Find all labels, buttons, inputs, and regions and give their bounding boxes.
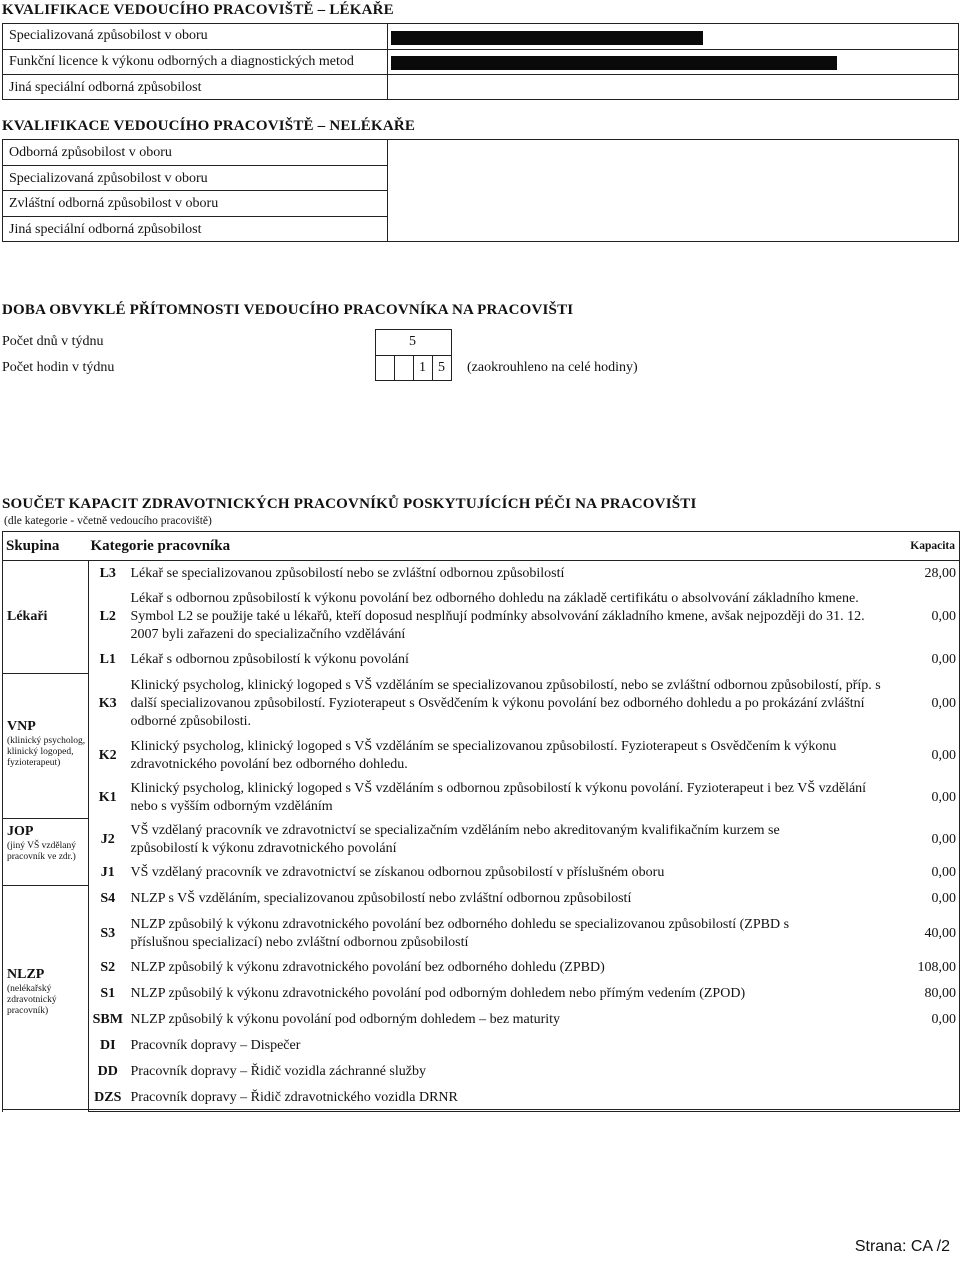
capacity-table xyxy=(2,531,960,1112)
nelekare-row-label: Odborná způsobilost v oboru xyxy=(9,145,172,160)
group-vnp xyxy=(3,674,89,819)
category-desc: VŠ vzdělaný pracovník ve zdravotnictví se specializačním vzděláním nebo akreditovaným kvalifikačním kurzem se způsobilostí k výkonu zdravotnického povolání xyxy=(130,822,780,856)
lekare-row-label: Jiná speciální odborná způsobilost xyxy=(9,80,202,95)
hours-digit: 1 xyxy=(419,360,426,375)
category-desc: Lékař se specializovanou způsobilostí nebo se zvláštní odbornou způsobilostí xyxy=(130,565,565,581)
group-subtitle: (nelékařský zdravotnický pracovník) xyxy=(7,984,57,1016)
group-jop xyxy=(3,819,89,886)
category-code: L2 xyxy=(99,608,116,624)
category-code: K1 xyxy=(98,789,117,805)
group-name: Lékaři xyxy=(7,609,48,624)
category-desc: Lékař s odbornou způsobilostí k výkonu povolání bez odborného dohledu na základě certifikátu o absolvování základního kmene. Symbol L2 se použije také u lékařů, kteří doposud nesplňují podmínky absolvování základního kmene, avšak nejpozději do 31. 12. 2007 byli zařazeni do specializačního vzdělávání xyxy=(130,590,865,642)
group-nlzp xyxy=(3,886,89,1112)
category-desc: NLZP způsobilý k výkonu zdravotnického povolání bez odborného dohledu (ZPBD) xyxy=(130,959,605,975)
col-header-group: Skupina xyxy=(3,532,89,561)
category-desc: Lékař s odbornou způsobilostí k výkonu povolání xyxy=(130,652,409,667)
lekare-table xyxy=(2,23,959,100)
capacity-subtitle: (dle kategorie - včetně vedoucího pracoviště) xyxy=(4,515,212,527)
capacity-value: 80,00 xyxy=(924,985,957,1001)
nelekare-row-label: Zvláštní odborná způsobilost v oboru xyxy=(9,196,219,211)
table-bottom-border xyxy=(2,1109,960,1110)
category-code: J1 xyxy=(100,865,115,880)
category-code: DD xyxy=(97,1063,118,1079)
lekare-row-label: Funkční licence k výkonu odborných a diagnostických metod xyxy=(9,54,354,69)
section-title-presence: DOBA OBVYKLÉ PŘÍTOMNOSTI VEDOUCÍHO PRACOVNÍKA NA PRACOVIŠTI xyxy=(2,302,574,318)
group-subtitle: (klinický psycholog, klinický logoped, fyzioterapeut) xyxy=(7,736,86,768)
capacity-value: 0,00 xyxy=(931,747,957,763)
category-desc: NLZP způsobilý k výkonu povolání pod odborným dohledem – bez maturity xyxy=(130,1011,561,1027)
category-desc: Pracovník dopravy – Řidič zdravotnického vozidla DRNR xyxy=(127,1085,887,1112)
lekare-row-label: Specializovaná způsobilost v oboru xyxy=(9,28,208,43)
page-number: Strana: CA /2 xyxy=(854,1238,950,1255)
capacity-value: 0,00 xyxy=(931,608,957,624)
category-code: DI xyxy=(99,1037,116,1053)
days-field[interactable] xyxy=(375,329,452,355)
group-name: JOP xyxy=(7,824,34,839)
capacity-value: 40,00 xyxy=(924,925,957,941)
capacity-value: 0,00 xyxy=(931,696,957,711)
section-title-nelekare: KVALIFIKACE VEDOUCÍHO PRACOVIŠTĚ – NELÉKAŘE xyxy=(2,118,416,134)
group-subtitle: (jiný VŠ vzdělaný pracovník ve zdr.) xyxy=(7,841,76,862)
capacity-value: 28,00 xyxy=(924,565,957,581)
nelekare-table xyxy=(2,139,959,242)
capacity-value: 0,00 xyxy=(931,1011,957,1027)
capacity-value: 0,00 xyxy=(931,865,957,880)
category-code: S2 xyxy=(100,959,116,975)
days-label: Počet dnů v týdnu xyxy=(2,334,104,349)
category-code: S3 xyxy=(100,925,116,941)
nelekare-row-label: Jiná speciální odborná způsobilost xyxy=(9,222,202,237)
group-name: VNP xyxy=(7,719,36,734)
category-desc: Pracovník dopravy – Řidič vozidla záchranné služby xyxy=(130,1063,426,1079)
category-desc: Pracovník dopravy – Dispečer xyxy=(130,1037,301,1053)
category-code: L3 xyxy=(99,565,116,581)
capacity-value: 0,00 xyxy=(931,891,957,906)
category-code: L1 xyxy=(99,652,116,667)
capacity-value xyxy=(887,1059,960,1085)
capacity-value xyxy=(887,1033,960,1059)
group-name: NLZP xyxy=(7,967,45,982)
capacity-value: 0,00 xyxy=(931,789,957,805)
category-desc: VŠ vzdělaný pracovník ve zdravotnictví se získanou odbornou způsobilostí v příslušném oboru xyxy=(130,865,665,880)
nelekare-row-label: Specializovaná způsobilost v oboru xyxy=(9,171,208,186)
category-desc: NLZP způsobilý k výkonu zdravotnického povolání bez odborného dohledu se specializovanou způsobilostí (ZPBD s příslušnou specializací) nebo zvláštní odbornou způsobilostí xyxy=(130,916,790,950)
hours-label: Počet hodin v týdnu xyxy=(2,360,115,375)
redacted-value xyxy=(391,56,837,70)
category-code: K2 xyxy=(98,747,117,763)
category-desc: Klinický psycholog, klinický logoped s VŠ vzděláním s odbornou způsobilostí k výkonu povolání. Fyzioterapeut i bez VŠ vzdělání nebo s vyšším odborným vzděláním xyxy=(130,780,867,814)
redacted-value xyxy=(391,31,703,45)
category-code: DZS xyxy=(89,1085,127,1112)
group-lekari xyxy=(3,561,89,674)
category-code: K3 xyxy=(98,696,117,711)
category-code: J2 xyxy=(100,831,115,847)
category-desc: Klinický psycholog, klinický logoped s VŠ vzděláním se specializovanou způsobilostí. Fyzioterapeut s Osvědčením k výkonu zdravotnického povolání bez odborného dohledu. xyxy=(130,738,837,772)
days-value: 5 xyxy=(409,334,416,349)
category-desc: NLZP s VŠ vzděláním, specializovanou způsobilostí nebo zvláštní odbornou způsobilostí xyxy=(130,891,632,906)
section-title-capacity: SOUČET KAPACIT ZDRAVOTNICKÝCH PRACOVNÍKŮ POSKYTUJÍCÍCH PÉČI NA PRACOVIŠTI xyxy=(2,496,697,512)
col-header-category: Kategorie pracovníka xyxy=(89,532,887,561)
category-desc: NLZP způsobilý k výkonu zdravotnického povolání pod odborným dohledem nebo přímým vedením (ZPOD) xyxy=(130,985,746,1001)
capacity-value: 0,00 xyxy=(931,831,957,847)
category-code: S1 xyxy=(100,985,116,1001)
category-code: S4 xyxy=(100,891,116,906)
hours-digit: 5 xyxy=(438,360,445,375)
category-code: SBM xyxy=(92,1011,123,1027)
category-desc: Klinický psycholog, klinický logoped s VŠ vzděláním se specializovanou způsobilostí, nebo se zvláštní odbornou způsobilostí, příp. s další specializovanou způsobilostí. Fyzioterapeut s Osvědčením k výkonu povolání bez odborného dohledu a po prokázání zvláštní odborné způsobilosti. xyxy=(130,678,881,729)
section-title-lekare: KVALIFIKACE VEDOUCÍHO PRACOVIŠTĚ – LÉKAŘE xyxy=(2,2,394,18)
capacity-value: 108,00 xyxy=(917,959,957,975)
hours-note: (zaokrouhleno na celé hodiny) xyxy=(467,360,638,375)
capacity-value xyxy=(887,1085,960,1112)
hours-field[interactable] xyxy=(375,355,452,381)
col-header-capacity: Kapacita xyxy=(887,532,960,561)
capacity-value: 0,00 xyxy=(931,652,957,667)
